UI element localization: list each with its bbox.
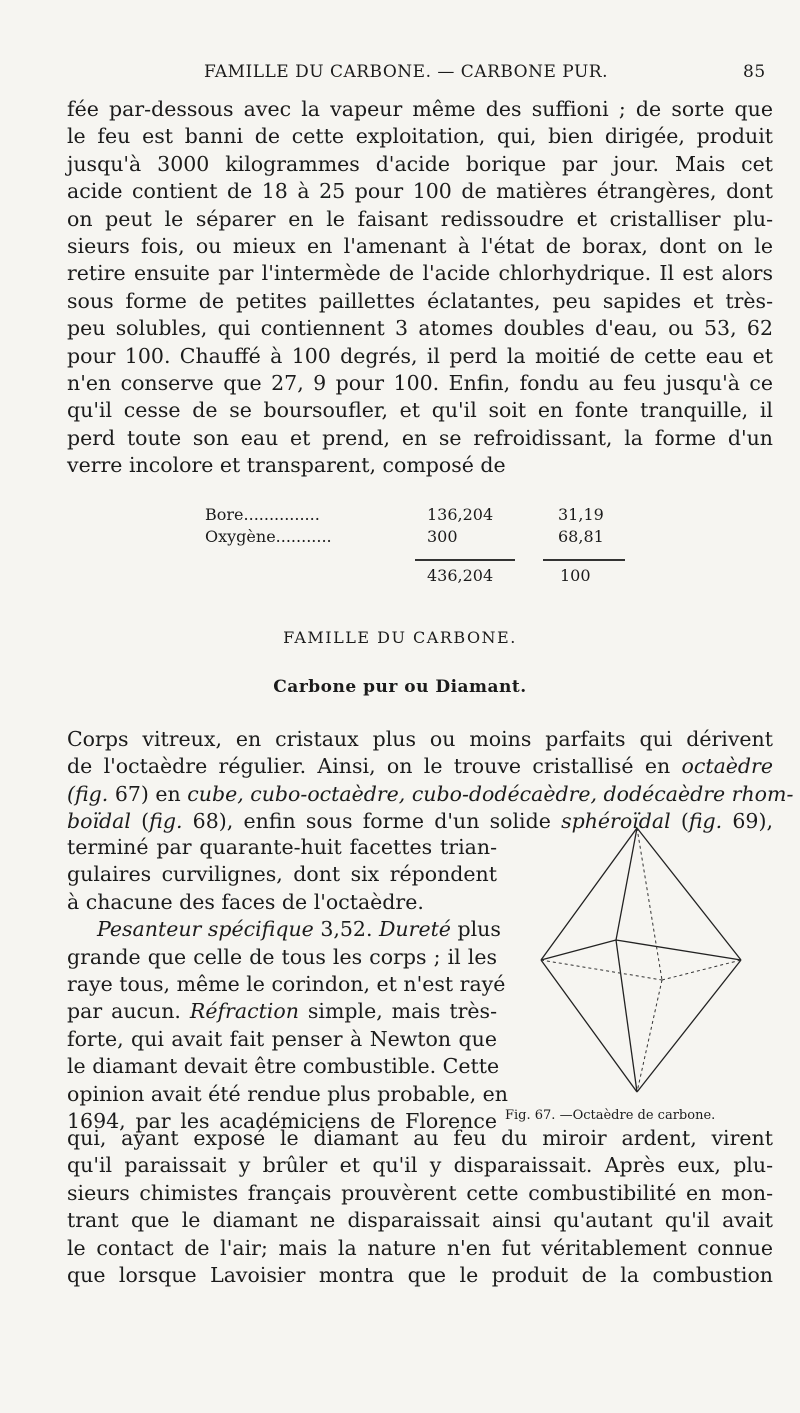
percent-value: 68,81 xyxy=(558,527,604,546)
composition-row-oxygene xyxy=(205,527,625,547)
text-line: boïdal (fig. 68), enfin sous forme d'un solide sphéroïdal (fig. 69), xyxy=(67,809,773,834)
text-line: raye tous, même le corindon, et n'est rayé xyxy=(67,972,506,997)
paragraph-combustion xyxy=(67,1125,773,1289)
text-line: 1694, par les académiciens de Florence xyxy=(67,1109,497,1134)
edge-line xyxy=(637,828,741,960)
text-line: par aucun. Réfraction simple, mais très- xyxy=(67,999,497,1024)
octahedron-diagram xyxy=(519,820,769,1105)
text-line: le contact de l'air; mais la nature n'en fut véritablement connue xyxy=(67,1235,773,1260)
percent-value: 31,19 xyxy=(558,505,604,524)
text-line: n'en conserve que 27, 9 pour 100. Enfin, fondu au feu jusqu'à ce xyxy=(67,371,773,396)
text-line: sous forme de petites paillettes éclatantes, peu sapides et très- xyxy=(67,288,773,313)
text-line: jusqu'à 3000 kilogrammes d'acide borique par jour. Mais cet xyxy=(67,151,773,176)
atomic-value: 136,204 xyxy=(427,505,494,524)
section-heading: FAMILLE DU CARBONE. xyxy=(283,628,517,647)
page-number: 85 xyxy=(743,62,766,82)
hidden-edge-line xyxy=(662,960,741,980)
text-line: que lorsque Lavoisier montra que le produit de la combustion xyxy=(67,1263,773,1288)
edge-line xyxy=(616,940,741,960)
figure-octahedron xyxy=(505,820,785,1123)
total-percent: 100 xyxy=(560,566,591,585)
text-line: le diamant devait être combustible. Cette xyxy=(67,1054,500,1079)
text-line: gulaires curvilignes, dont six répondent xyxy=(67,862,497,887)
running-head xyxy=(0,62,800,86)
text-line: on peut le séparer en le faisant redissoudre et cristalliser plu- xyxy=(67,206,773,231)
text-line: trant que le diamant ne disparaissait ainsi qu'autant qu'il avait xyxy=(67,1208,773,1233)
edge-line xyxy=(637,960,741,1092)
text-line: fée par-dessous avec la vapeur même des suffioni ; de sorte que xyxy=(67,97,773,121)
edge-line xyxy=(541,940,616,960)
edge-line xyxy=(541,960,637,1092)
sum-rule-2 xyxy=(543,559,625,561)
hidden-edge-line xyxy=(541,960,662,980)
edge-line xyxy=(541,828,637,960)
text-line: retire ensuite par l'intermède de l'acide chlorhydrique. Il est alors xyxy=(67,261,773,286)
text-line: peu solubles, qui contiennent 3 atomes doubles d'eau, ou 53, 62 xyxy=(67,316,773,341)
text-line: perd toute son eau et prend, en se refroidissant, la forme d'un xyxy=(67,425,773,450)
text-line: terminé par quarante-huit facettes trian- xyxy=(67,835,497,859)
composition-table xyxy=(205,505,625,595)
hidden-edge-line xyxy=(637,828,662,980)
text-line: à chacune des faces de l'octaèdre. xyxy=(67,889,424,914)
text-line: acide contient de 18 à 25 pour 100 de matières étrangères, dont xyxy=(67,179,773,204)
subsection-heading: Carbone pur ou Diamant. xyxy=(273,677,527,697)
edge-line xyxy=(616,828,637,940)
text-line: forte, qui avait fait penser à Newton que xyxy=(67,1026,497,1051)
text-line: de l'octaèdre régulier. Ainsi, on le trouve cristallisé en octaèdre xyxy=(67,754,773,779)
total-atomic: 436,204 xyxy=(427,566,494,585)
text-line: qu'il paraissait y brûler et qu'il y disparaissait. Après eux, plu- xyxy=(67,1153,773,1178)
paragraph-properties xyxy=(67,834,509,1135)
text-line: (fig. 67) en cube, cubo-octaèdre, cubo-dodécaèdre, dodécaèdre rhom- xyxy=(67,781,794,806)
edge-line xyxy=(616,940,637,1092)
running-head-title: FAMILLE DU CARBONE. — CARBONE PUR. xyxy=(204,62,608,82)
figure-caption: Fig. 67. —Octaèdre de carbone. xyxy=(505,1108,716,1123)
text-line: Pesanteur spécifique 3,52. Dureté plus xyxy=(97,917,501,942)
text-line: sieurs chimistes français prouvèrent cette combustibilité en mon- xyxy=(67,1180,773,1205)
text-line: qu'il cesse de se boursoufler, et qu'il soit en fonte tranquille, il xyxy=(67,398,773,423)
intro-paragraph xyxy=(67,96,773,480)
text-line: verre incolore et transparent, composé de xyxy=(67,453,506,478)
atomic-value: 300 xyxy=(427,527,458,546)
text-line: pour 100. Chauffé à 100 degrés, il perd la moitié de cette eau et xyxy=(67,343,773,368)
text-line: grande que celle de tous les corps ; il les xyxy=(67,944,497,969)
sum-rule-1 xyxy=(415,559,515,561)
text-line: Corps vitreux, en cristaux plus ou moins parfaits qui dérivent xyxy=(67,727,773,751)
element-name: Bore............... xyxy=(205,505,320,524)
text-line: qui, ayant exposé le diamant au feu du miroir ardent, virent xyxy=(67,1126,773,1150)
composition-total-row xyxy=(205,566,625,586)
text-line: le feu est banni de cette exploitation, qui, bien dirigée, produit xyxy=(67,124,773,149)
composition-row-bore xyxy=(205,505,625,525)
text-line: opinion avait été rendue plus probable, en xyxy=(67,1081,509,1106)
element-name: Oxygène........... xyxy=(205,527,332,546)
text-line: sieurs fois, ou mieux en l'amenant à l'état de borax, dont on le xyxy=(67,234,773,259)
